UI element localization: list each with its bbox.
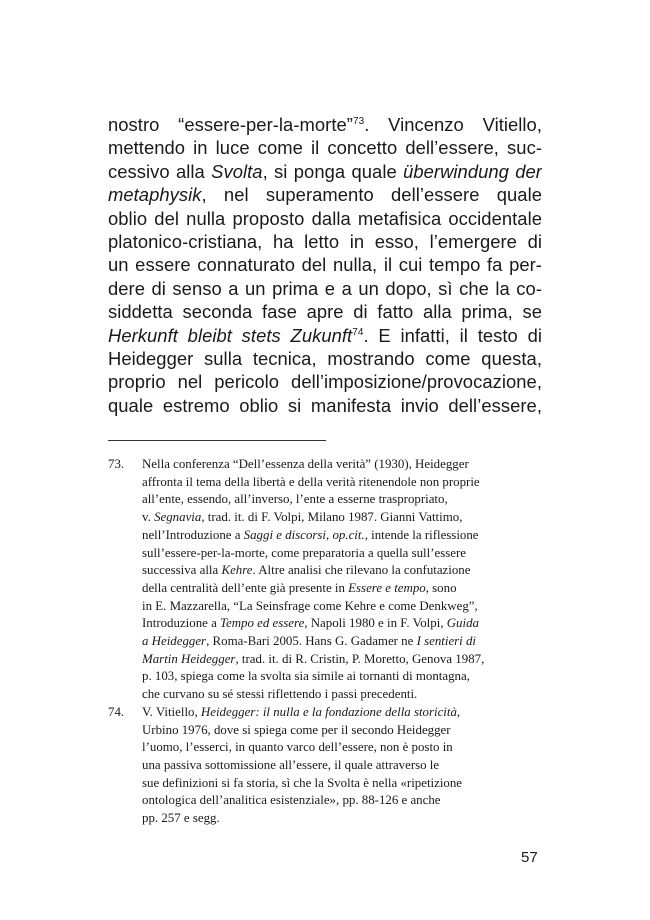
body-line: quale estremo oblio si manifesta invio dell’essere,	[108, 394, 542, 416]
footnote-text: v.	[142, 510, 155, 525]
footnote-line: l’uomo, l’esserci, in quanto varco dell’essere, non è posto in	[142, 740, 453, 755]
footnote-text: nell’Introduzione a	[142, 527, 244, 542]
body-line	[108, 160, 542, 183]
footnote-italic: Heidegger: il nulla e la fondazione della storicità	[200, 704, 457, 719]
body-line	[108, 183, 542, 206]
body-line: un essere connaturato del nulla, il cui tempo fa per-	[108, 254, 542, 276]
footnote-line: in E. Mazzarella, “La Seinsfrage come Kehre e come Denkweg”,	[142, 598, 478, 613]
footnote-line: sull’essere-per-la-morte, come preparatoria a quella sull’essere	[142, 545, 466, 560]
body-line: oblio del nulla proposto dalla metafisica occidentale	[108, 207, 542, 229]
page-number: 57	[521, 849, 538, 866]
footnote-line: Nella conferenza “Dell’essenza della verità” (1930), Heidegger	[142, 457, 469, 471]
footnote-line: una passiva sottomissione all’essere, il quale attraverso le	[142, 757, 440, 772]
footnote-text: , trad. it. di R. Cristin, P. Moretto, Genova 1987,	[235, 651, 485, 666]
footnote-separator	[108, 440, 326, 441]
footnote-text: Introduzione a	[142, 616, 221, 631]
footnote-line: affronta il tema della libertà e della verità ritenendole non proprie	[142, 474, 480, 489]
body-italic: Herkunft bleibt stets Zukunft	[108, 324, 353, 346]
footnote-line: Urbino 1976, dove si spiega come per il secondo Heidegger	[142, 722, 451, 737]
footnote-line: all’ente, essendo, all’inverso, l’ente a esserne traspropriato,	[142, 492, 448, 507]
footnote-italic: Segnavia	[154, 510, 202, 525]
footnote-text: , Roma-Bari 2005. Hans G. Gadamer ne	[206, 634, 417, 649]
footnote-italic: Essere e tempo	[348, 580, 426, 595]
footnote-text: , sono	[425, 580, 457, 595]
body-line: mettendo in luce come il concetto dell’essere, suc-	[108, 137, 542, 159]
body-line: platonico-cristiana, ha letto in esso, l’emergere di	[108, 230, 542, 252]
footnote-line: sue definizioni si fa storia, sì che la Svolta è nella «ripetizione	[142, 775, 463, 790]
body-line: proprio nel pericolo dell’imposizione/provocazione,	[108, 371, 542, 393]
footnote-text: successiva alla	[142, 563, 222, 578]
body-line: dere di senso a un prima e a un dopo, sì che la co-	[108, 277, 542, 299]
footnote-line: p. 103, spiega come la svolta sia simile ai tornanti di montagna,	[142, 669, 470, 684]
body-line	[108, 324, 542, 347]
footnote-ref-74[interactable]: 74	[352, 326, 364, 338]
footnote-73	[108, 456, 542, 704]
body-line	[108, 113, 542, 136]
body-text: nostro “essere-per-la-morte”	[108, 114, 353, 135]
body-line: siddetta seconda fase apre di fatto alla prima, se	[108, 301, 542, 323]
footnote-text: , intende la riflessione	[364, 527, 479, 542]
footnote-text: della centralità dell’ente già presente in	[142, 580, 349, 595]
footnote-number: 73.	[108, 457, 125, 471]
footnote-line	[142, 615, 542, 633]
footnote-line	[142, 651, 542, 669]
main-text-block	[108, 113, 542, 417]
footnotes	[108, 456, 542, 828]
footnote-text: V. Vitiello,	[142, 704, 201, 719]
footnote-line	[142, 580, 542, 598]
footnote-line	[142, 527, 542, 545]
body-line: Heidegger sulla tecnica, mostrando come questa,	[108, 347, 542, 369]
footnote-line: che curvano su sé stessi riflettendo i passi precedenti.	[142, 687, 418, 702]
footnote-line	[142, 562, 542, 580]
footnote-italic: Saggi e discorsi, op.cit.	[243, 527, 365, 542]
footnote-number: 74.	[108, 704, 125, 719]
body-text: , si ponga quale	[262, 160, 404, 182]
body-text: . E infatti, il testo di	[363, 324, 542, 346]
body-text: cessivo alla	[108, 160, 212, 182]
body-text: . Vincenzo Vitiello,	[364, 114, 542, 135]
footnote-italic: I sentieri di	[416, 634, 477, 649]
footnote-line: pp. 257 e segg.	[142, 811, 220, 826]
body-italic: Svolta	[211, 160, 263, 182]
footnote-text: , Napoli 1980 e in F. Volpi,	[304, 616, 447, 631]
footnote-italic: Kehre	[221, 563, 253, 578]
body-text: , nel superamento dell’essere quale	[201, 184, 542, 206]
footnote-italic: a Heidegger	[142, 634, 207, 649]
footnote-text: . Altre analisi che rilevano la confutazione	[252, 563, 471, 578]
footnote-74	[108, 704, 542, 828]
footnote-text: ,	[456, 704, 461, 719]
footnote-italic: Tempo ed essere	[220, 616, 305, 631]
footnote-italic: Martin Heidegger	[142, 651, 236, 666]
footnote-line	[142, 704, 542, 722]
footnote-line: ontologica dell’analitica esistenziale», pp. 88-126 e anche	[142, 793, 441, 808]
footnote-ref-73[interactable]: 73	[352, 116, 365, 127]
body-italic: metaphysik	[108, 184, 202, 206]
body-italic: überwindung der	[403, 160, 542, 182]
footnote-italic: Guida	[446, 616, 479, 631]
footnote-text: , trad. it. di F. Volpi, Milano 1987. Gianni Vattimo,	[201, 510, 463, 525]
footnote-line	[142, 509, 542, 527]
footnote-line	[142, 633, 542, 651]
